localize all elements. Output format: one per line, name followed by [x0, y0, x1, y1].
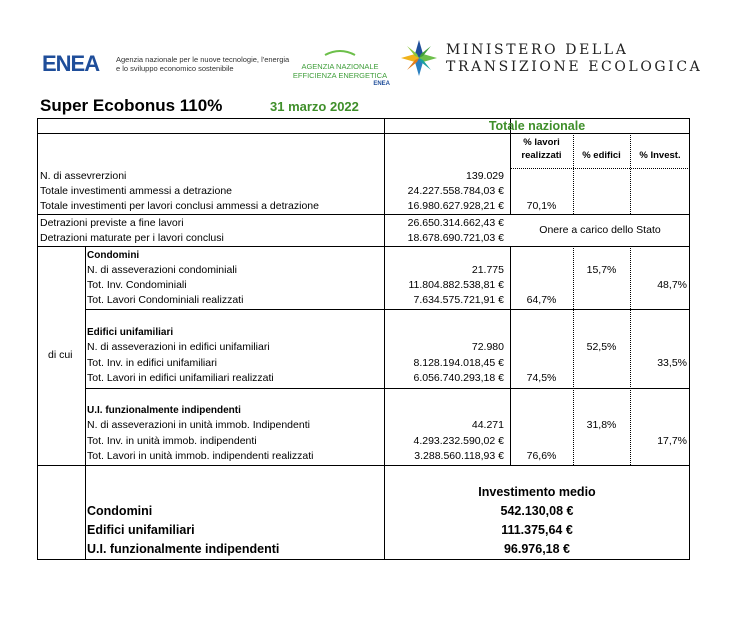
- row-value: 8.128.194.018,45 €: [413, 357, 504, 369]
- divider: [85, 388, 690, 389]
- ministry-name: [446, 42, 702, 76]
- avg-value: 111.375,64 €: [501, 523, 573, 537]
- row-edifici: 15,7%: [586, 264, 617, 276]
- ministry-line1: MINISTERO DELLA: [446, 42, 629, 58]
- row-value: 6.056.740.293,18 €: [413, 372, 504, 384]
- row-invest: 33,5%: [657, 357, 687, 369]
- row-label: Totale investimenti per lavori conclusi ammessi a detrazione: [40, 200, 319, 212]
- row-value: 21.775: [471, 264, 504, 276]
- row-value: 11.804.882.538,81 €: [408, 279, 504, 291]
- col-invest: % Invest.: [639, 150, 681, 161]
- row-label: Tot. Lavori in unità immob. indipendenti realizzati: [87, 450, 314, 462]
- row-value: 4.293.232.590,02 €: [413, 435, 504, 447]
- row-invest: 17,7%: [657, 435, 687, 447]
- group-title: U.I. funzionalmente indipendenti: [87, 405, 241, 416]
- avg-value: 96.976,18 €: [503, 542, 571, 556]
- row-value: 3.288.560.118,93 €: [414, 450, 504, 462]
- row-label: N. di asseverazioni condominiali: [87, 264, 237, 276]
- row-value: 139.029: [466, 170, 504, 182]
- row-value: 72.980: [471, 341, 504, 353]
- leaf-icon: [290, 49, 390, 57]
- detrazioni-value: 18.678.690.721,03 €: [407, 232, 504, 244]
- row-invest: 48,7%: [657, 279, 687, 291]
- row-lavori: 64,7%: [526, 294, 557, 306]
- divider: [573, 133, 574, 214]
- divider: [37, 214, 690, 215]
- group-title: Edifici unifamiliari: [87, 327, 174, 338]
- divider: [630, 133, 631, 214]
- agency-brand: ENEA: [373, 81, 390, 87]
- divider: [85, 465, 86, 560]
- detrazioni-label: Detrazioni maturate per i lavori conclusi: [40, 232, 224, 244]
- enea-desc-line2: e lo sviluppo economico sostenibile: [116, 64, 234, 73]
- avg-label: Edifici unifamiliari: [87, 523, 195, 537]
- row-lavori: 76,6%: [526, 450, 557, 462]
- row-label: N. di asseverazioni in edifici unifamiliari: [87, 341, 270, 353]
- col-lavori-line2: realizzati: [521, 150, 562, 161]
- divider: [510, 246, 511, 465]
- report-date: 31 marzo 2022: [270, 99, 359, 114]
- section-header: Totale nazionale: [488, 119, 586, 133]
- detrazioni-label: Detrazioni previste a fine lavori: [40, 217, 184, 229]
- divider: [85, 246, 86, 465]
- detrazioni-value: 26.650.314.662,43 €: [407, 217, 504, 229]
- row-label: Totale investimenti ammessi a detrazione: [40, 185, 233, 197]
- col-lavori-line1: % lavori: [523, 137, 560, 148]
- avg-label: U.I. funzionalmente indipendenti: [87, 542, 280, 556]
- row-edifici: 52,5%: [586, 341, 617, 353]
- divider: [37, 465, 690, 466]
- enea-desc-line1: Agenzia nazionale per le nuove tecnologie, l'energia: [116, 55, 290, 64]
- group-title: Condomini: [87, 250, 140, 261]
- row-lavori: 74,5%: [526, 372, 557, 384]
- divider: [85, 309, 690, 310]
- row-value: 24.227.558.784,03 €: [407, 185, 504, 197]
- row-label: N. di asseverazioni in unità immob. Indipendenti: [87, 419, 310, 431]
- divider: [384, 118, 385, 465]
- onere-label: Onere a carico dello Stato: [539, 224, 661, 236]
- divider: [37, 246, 690, 247]
- row-label: Tot. Inv. Condominiali: [87, 279, 187, 291]
- page-title: Super Ecobonus 110%: [40, 96, 223, 115]
- agency-line1: AGENZIA NAZIONALE: [301, 62, 379, 71]
- di-cui-label: di cui: [48, 349, 73, 361]
- row-value: 44.271: [471, 419, 504, 431]
- row-pct: 70,1%: [526, 200, 557, 212]
- row-label: Tot. Lavori in edifici unifamiliari realizzati: [87, 372, 274, 384]
- ministry-emblem-icon: [398, 38, 440, 78]
- divider: [510, 168, 690, 169]
- avg-header: Investimento medio: [478, 485, 596, 499]
- row-label: Tot. Inv. in edifici unifamiliari: [87, 357, 217, 369]
- enea-logo: [42, 52, 112, 74]
- agency-line2: EFFICIENZA ENERGETICA: [292, 71, 388, 80]
- avg-label: Condomini: [87, 504, 153, 518]
- row-label: Tot. Inv. in unità immob. indipendenti: [87, 435, 257, 447]
- row-value: 7.634.575.721,91 €: [413, 294, 504, 306]
- avg-value: 542.130,08 €: [500, 504, 574, 518]
- enea-logo-text: ENEA: [42, 52, 100, 74]
- row-label: N. di assevrerzioni: [40, 170, 127, 182]
- row-value: 16.980.627.928,21 €: [407, 200, 504, 212]
- divider: [573, 246, 574, 465]
- enea-description: [116, 55, 291, 73]
- row-edifici: 31,8%: [586, 419, 617, 431]
- ministry-line2: TRANSIZIONE ECOLOGICA: [446, 59, 703, 75]
- col-edifici: % edifici: [582, 150, 621, 161]
- agency-logo: [290, 44, 390, 87]
- row-label: Tot. Lavori Condominiali realizzati: [87, 294, 244, 306]
